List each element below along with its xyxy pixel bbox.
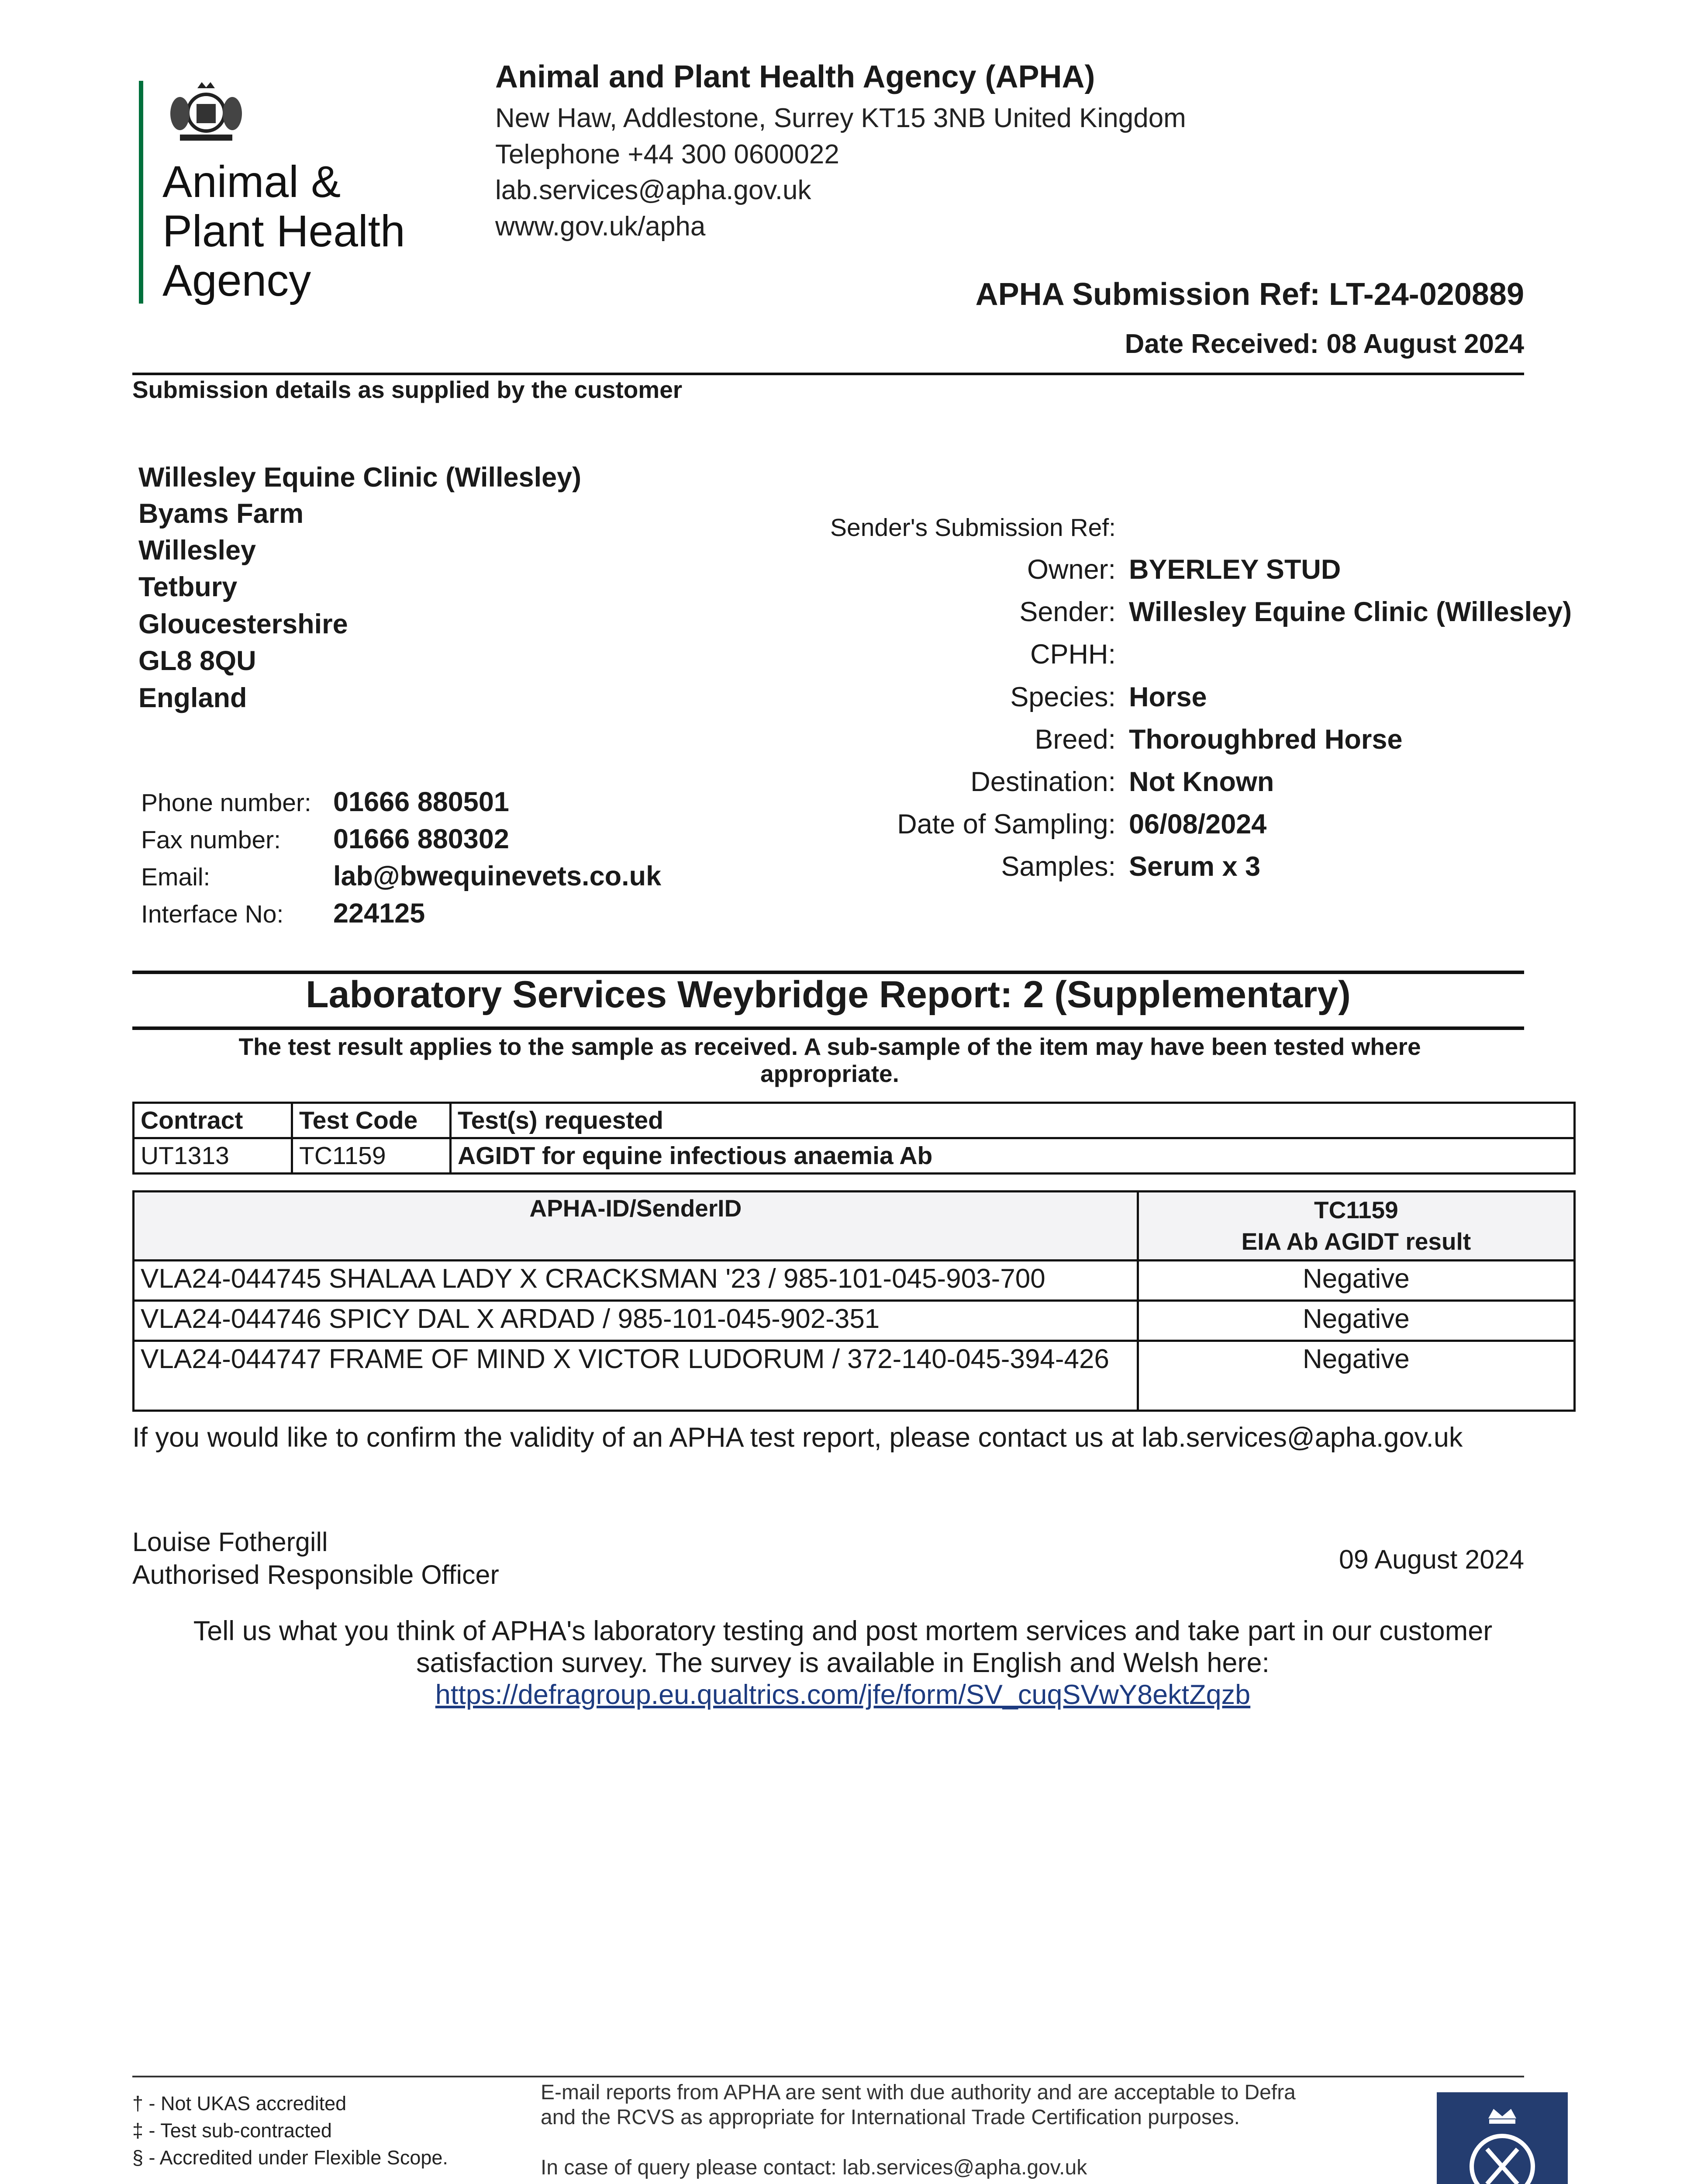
footer-note: § - Accredited under Flexible Scope. xyxy=(132,2146,448,2169)
customer-address-line: GL8 8QU xyxy=(138,646,256,676)
logo-line-2: Plant Health xyxy=(162,206,405,256)
breed-value: Thoroughbred Horse xyxy=(1129,724,1403,755)
id-header-text: APHA-ID/SenderID xyxy=(529,1195,742,1222)
customer-address-line: Gloucestershire xyxy=(138,609,348,639)
sender-ref-label: Sender's Submission Ref: xyxy=(830,514,1116,542)
footer-note: † - Not UKAS accredited xyxy=(132,2092,347,2115)
table-row xyxy=(134,1301,1575,1341)
test-code-cell: TC1159 xyxy=(292,1138,451,1174)
query-contact: In case of query please contact: lab.services@apha.gov.uk xyxy=(541,2156,1087,2179)
ukas-accreditation-icon xyxy=(1437,2092,1568,2184)
signatory-role: Authorised Responsible Officer xyxy=(132,1560,499,1590)
destination-label: Destination: xyxy=(970,767,1116,797)
table-header-row xyxy=(134,1192,1575,1261)
date-received: Date Received: 08 August 2024 xyxy=(1125,329,1524,359)
interface-value: 224125 xyxy=(333,898,425,929)
signature-date: 09 August 2024 xyxy=(1339,1545,1524,1574)
sampling-date-label: Date of Sampling: xyxy=(897,809,1116,840)
table-row xyxy=(134,1138,1575,1174)
cphh-label: CPHH: xyxy=(1030,639,1116,670)
customer-address-line: Willesley Equine Clinic (Willesley) xyxy=(138,462,582,493)
contract-cell: UT1313 xyxy=(134,1138,292,1174)
owner-label: Owner: xyxy=(1027,554,1116,585)
sampling-date-value: 06/08/2024 xyxy=(1129,809,1267,840)
agency-name: Animal and Plant Health Agency (APHA) xyxy=(495,59,1095,94)
tests-requested-cell: AGIDT for equine infectious anaemia Ab xyxy=(451,1138,1575,1174)
test-code-header: Test Code xyxy=(292,1103,451,1138)
contract-header: Contract xyxy=(134,1103,292,1138)
validity-note: If you would like to confirm the validity of an APHA test report, please contact us at lab.services@apha.gov.uk xyxy=(132,1422,1463,1453)
report-title-bottom-rule xyxy=(132,1026,1524,1030)
phone-label: Phone number: xyxy=(141,789,311,817)
species-value: Horse xyxy=(1129,682,1207,712)
species-label: Species: xyxy=(1010,682,1116,712)
agency-address: New Haw, Addlestone, Surrey KT15 3NB United Kingdom xyxy=(495,103,1186,133)
survey-link[interactable]: https://defragroup.eu.qualtrics.com/jfe/form/SV_cuqSVwY8ektZqzb xyxy=(435,1679,1251,1710)
result-cell: Negative xyxy=(1138,1301,1574,1341)
survey-text: Tell us what you think of APHA's laboratory testing and post mortem services and take part in our customer satisfaction survey. The survey is available in English and Welsh here: xyxy=(193,1616,1493,1678)
logo-green-bar xyxy=(139,81,143,304)
logo-line-3: Agency xyxy=(162,256,311,305)
agency-logo-text xyxy=(162,157,405,305)
test-applies-note: The test result applies to the sample as received. A sub-sample of the item may have been tested where appropriate. xyxy=(238,1033,1421,1087)
customer-address-line: England xyxy=(138,683,247,713)
result-column-header xyxy=(1138,1192,1574,1261)
table-row xyxy=(134,1261,1575,1301)
sender-value: Willesley Equine Clinic (Willesley) xyxy=(1129,597,1572,627)
breed-label: Breed: xyxy=(1035,724,1116,755)
agency-email[interactable]: lab.services@apha.gov.uk xyxy=(495,175,811,205)
footer-rule xyxy=(132,2076,1524,2077)
sample-id-cell: VLA24-044746 SPICY DAL X ARDAD / 985-101-045-902-351 xyxy=(134,1301,1138,1341)
logo-line-1: Animal & xyxy=(162,157,341,207)
customer-address-line: Willesley xyxy=(138,535,256,566)
signatory-name: Louise Fothergill xyxy=(132,1527,328,1557)
fax-label: Fax number: xyxy=(141,826,281,854)
sender-label: Sender: xyxy=(1019,597,1116,627)
submission-details-heading: Submission details as supplied by the customer xyxy=(132,376,683,403)
destination-value: Not Known xyxy=(1129,767,1274,797)
sample-id-cell: VLA24-044745 SHALAA LADY X CRACKSMAN '23 / 985-101-045-903-700 xyxy=(134,1261,1138,1301)
survey-section xyxy=(144,1615,1542,1711)
report-title: Laboratory Services Weybridge Report: 2 (Supplementary) xyxy=(306,974,1351,1016)
header-rule xyxy=(132,373,1524,375)
email-report-notice: E-mail reports from APHA are sent with due authority and are acceptable to Defra and the RCVS as appropriate for International Trade Certification purposes. xyxy=(541,2081,1296,2129)
customer-address-line: Byams Farm xyxy=(138,498,304,529)
table-header-row xyxy=(134,1103,1575,1138)
royal-crest-icon xyxy=(162,79,250,149)
result-cell: Negative xyxy=(1138,1261,1574,1301)
email-value[interactable]: lab@bwequinevets.co.uk xyxy=(333,861,662,892)
table-row xyxy=(134,1341,1575,1411)
id-column-header xyxy=(134,1192,1138,1261)
samples-label: Samples: xyxy=(1001,851,1116,882)
interface-label: Interface No: xyxy=(141,900,284,928)
result-header-test: EIA Ab AGIDT result xyxy=(1241,1228,1471,1255)
owner-value: BYERLEY STUD xyxy=(1129,554,1341,585)
samples-value: Serum x 3 xyxy=(1129,851,1261,882)
tests-requested-header: Test(s) requested xyxy=(451,1103,1575,1138)
result-header-code: TC1159 xyxy=(1314,1196,1398,1223)
results-table xyxy=(132,1190,1576,1412)
email-label: Email: xyxy=(141,863,210,891)
footer-note: ‡ - Test sub-contracted xyxy=(132,2119,332,2142)
result-cell: Negative xyxy=(1138,1341,1574,1411)
agency-website[interactable]: www.gov.uk/apha xyxy=(495,211,706,242)
fax-value: 01666 880302 xyxy=(333,824,509,854)
tests-requested-table xyxy=(132,1102,1576,1175)
submission-ref: APHA Submission Ref: LT-24-020889 xyxy=(975,277,1524,312)
sample-id-cell: VLA24-044747 FRAME OF MIND X VICTOR LUDORUM / 372-140-045-394-426 xyxy=(134,1341,1138,1411)
agency-telephone: Telephone +44 300 0600022 xyxy=(495,139,839,169)
customer-address-line: Tetbury xyxy=(138,572,238,602)
phone-value: 01666 880501 xyxy=(333,787,509,817)
